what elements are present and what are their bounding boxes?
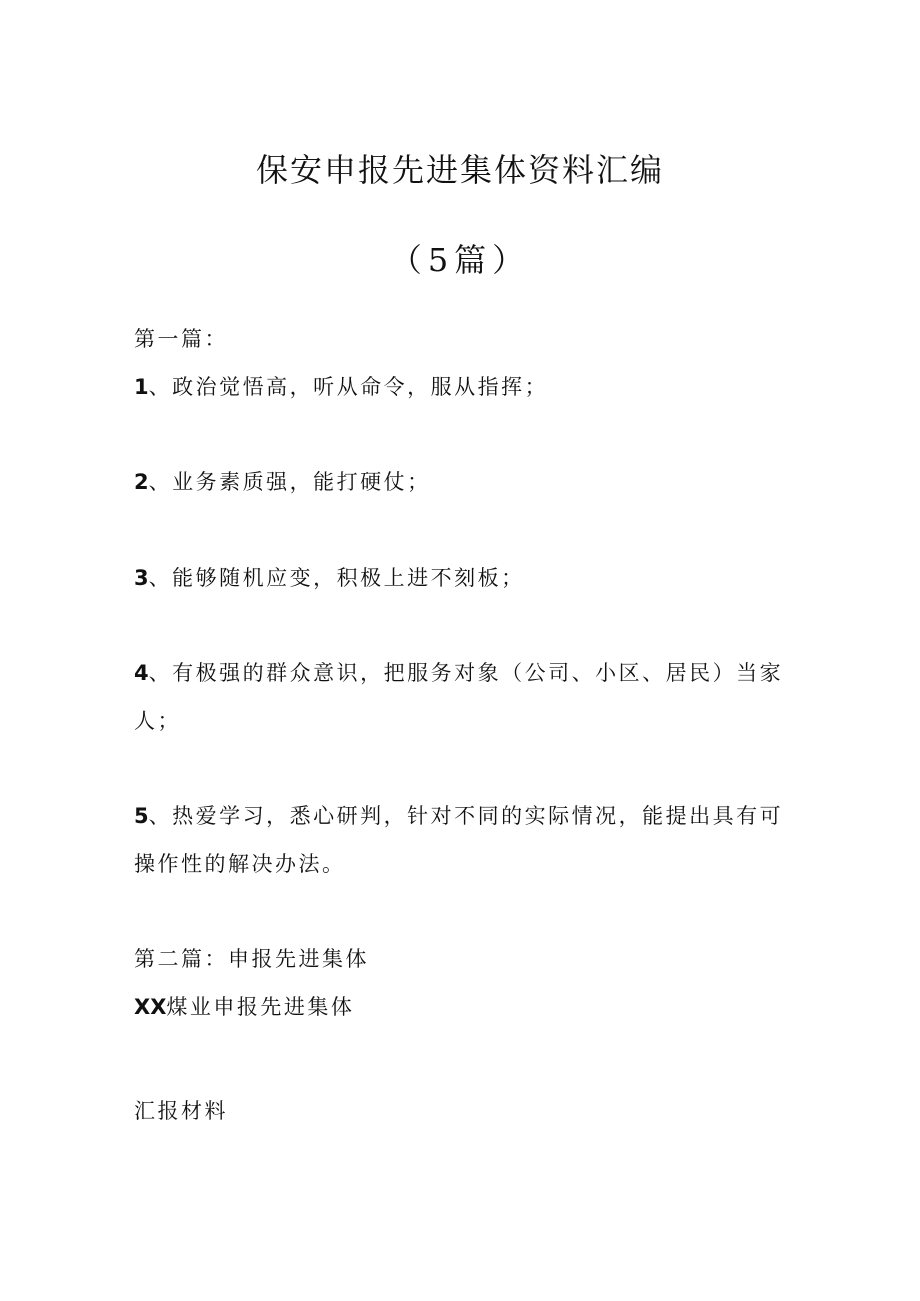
list-item-3 — [134, 563, 525, 593]
document-subtitle: （5篇） — [389, 241, 531, 279]
list-item-4-continuation: 人； — [134, 709, 181, 733]
list-item-5 — [134, 801, 783, 831]
report-label: 汇报材料 — [134, 1099, 228, 1123]
item-number: 3 — [134, 566, 149, 590]
section-2-subtitle — [134, 992, 354, 1022]
item-text: 、热爱学习，悉心研判，针对不同的实际情况，能提出具有可 — [148, 804, 784, 828]
item-number: 1 — [134, 375, 149, 399]
list-item-1 — [134, 372, 548, 402]
item-number: 5 — [134, 804, 149, 828]
document-title: 保安申报先进集体资料汇编 — [255, 151, 664, 189]
section-2-heading: 第二篇：申报先进集体 — [134, 947, 369, 971]
item-text: 、政治觉悟高，听从命令，服从指挥； — [148, 375, 549, 399]
item-number: 2 — [134, 470, 149, 494]
subtitle-text: 煤业申报先进集体 — [166, 995, 355, 1019]
item-number: 4 — [134, 661, 149, 685]
item-text: 、业务素质强，能打硬仗； — [148, 470, 431, 494]
item-text: 、能够随机应变，积极上进不刻板； — [148, 566, 525, 590]
item-text: 、有极强的群众意识，把服务对象（公司、小区、居民）当家 — [148, 661, 784, 685]
list-item-5-continuation: 操作性的解决办法。 — [134, 852, 346, 876]
company-placeholder: XX — [134, 995, 167, 1019]
list-item-2 — [134, 467, 431, 497]
section-1-heading: 第一篇： — [134, 327, 228, 351]
list-item-4 — [134, 658, 783, 688]
